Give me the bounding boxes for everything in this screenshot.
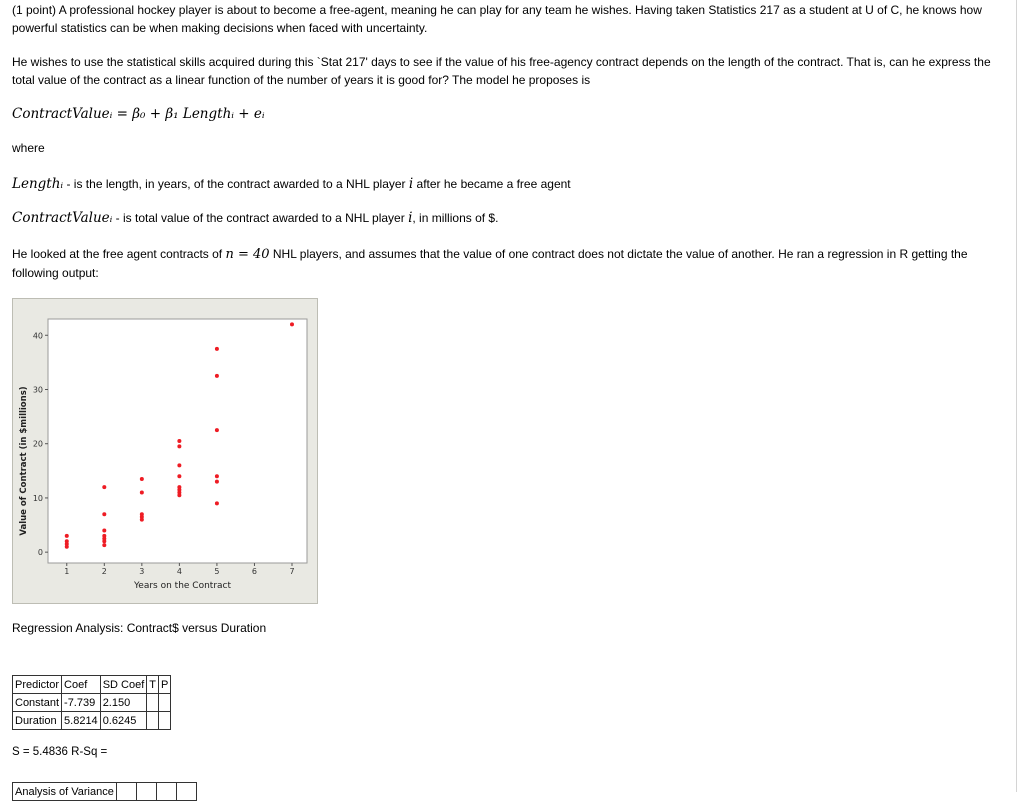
scatter-svg [13,299,319,605]
coef-header-row [13,676,171,694]
model-summary: S = 5.4836 R-Sq = [12,746,108,758]
y-axis-label: Value of Contract (in $millions) [19,386,29,536]
length-definition-tail: after he became a free agent [413,177,571,191]
y-tick-label: 20 [32,439,43,449]
table-row [13,712,171,730]
header-t: T [147,676,159,694]
x-tick-label: 7 [289,567,295,576]
data-point [177,485,181,489]
length-symbol: Lengthᵢ [12,176,64,192]
x-axis-label: Years on the Contract [133,581,232,591]
length-player-index: i [408,176,414,192]
data-point [102,512,106,516]
predictor-constant: Constant [13,694,62,712]
p-duration-answer[interactable] [159,712,171,730]
sample-text-post: NHL players, and assumes that the value of one contract does not dictate the value of another. He ran a regression in R getting the following output: [12,247,968,280]
y-tick-label: 10 [32,493,43,503]
page-border [1016,0,1017,792]
data-point [215,374,219,378]
anova-title: Analysis of Variance [13,783,117,801]
x-tick-label: 1 [64,567,70,576]
p-constant-answer[interactable] [159,694,171,712]
coefficient-table [12,675,171,730]
data-point [65,534,69,538]
data-point [215,474,219,478]
model-equation: ContractValueᵢ = β₀ + β₁ Lengthᵢ + eᵢ [12,106,265,122]
coef-constant: -7.739 [62,694,101,712]
t-constant-answer[interactable] [147,694,159,712]
table-row [13,694,171,712]
x-tick-label: 3 [139,567,145,576]
y-tick-label: 0 [37,548,43,558]
data-point [215,480,219,484]
data-point [177,444,181,448]
data-point [215,347,219,351]
value-definition [12,210,498,226]
x-tick-label: 2 [101,567,107,576]
t-duration-answer[interactable] [147,712,159,730]
data-point [140,477,144,481]
problem-intro: (1 point) A professional hockey player is about to become a free-agent, meaning he can play for any team he wishes. Having taken Statistics 217 as a student at U of C, he knows how powerful statistics can be when making decisions when faced with uncertainty. [12,3,982,35]
data-point [102,543,106,547]
value-definition-text: - is total value of the contract awarded to a NHL player [112,211,409,225]
sample-description [12,245,1012,282]
x-tick-label: 5 [214,567,220,576]
value-definition-tail: , in millions of $. [412,211,499,225]
data-point [140,491,144,495]
length-definition [12,176,571,192]
sample-text-pre: He looked at the free agent contracts of [12,247,226,261]
value-symbol: ContractValueᵢ [12,210,113,226]
data-point [215,501,219,505]
data-point [102,485,106,489]
y-tick-label: 40 [32,331,43,341]
problem-model-description: He wishes to use the statistical skills acquired during this `Stat 217' days to see if the value of his free-agency contract depends on the length of the contract. That is, can he express the total value of the contract as a linear function of the number of years it is good for? The model he proposes is [12,55,991,87]
regression-title: Regression Analysis: Contract$ versus Duration [12,621,267,635]
header-p: P [159,676,171,694]
predictor-duration: Duration [13,712,62,730]
sd-coef-constant: 2.150 [100,694,147,712]
header-coef: Coef [62,676,101,694]
data-point [65,539,69,543]
data-point [140,512,144,516]
sd-coef-duration: 0.6245 [100,712,147,730]
data-point [177,474,181,478]
scatter-plot [12,298,318,604]
header-sd-coef: SD Coef [100,676,147,694]
data-point [215,428,219,432]
y-tick-label: 30 [32,385,43,395]
data-point [102,534,106,538]
sample-size: n = 40 [225,247,270,262]
x-tick-label: 6 [251,567,257,576]
x-tick-label: 4 [176,567,182,576]
value-player-index: i [408,210,413,226]
where-label: where [12,141,45,155]
data-point [177,439,181,443]
header-predictor: Predictor [13,676,62,694]
data-point [177,463,181,467]
data-point [102,528,106,532]
coef-duration: 5.8214 [62,712,101,730]
length-definition-text: - is the length, in years, of the contract awarded to a NHL player [63,177,409,191]
data-point [290,322,294,326]
